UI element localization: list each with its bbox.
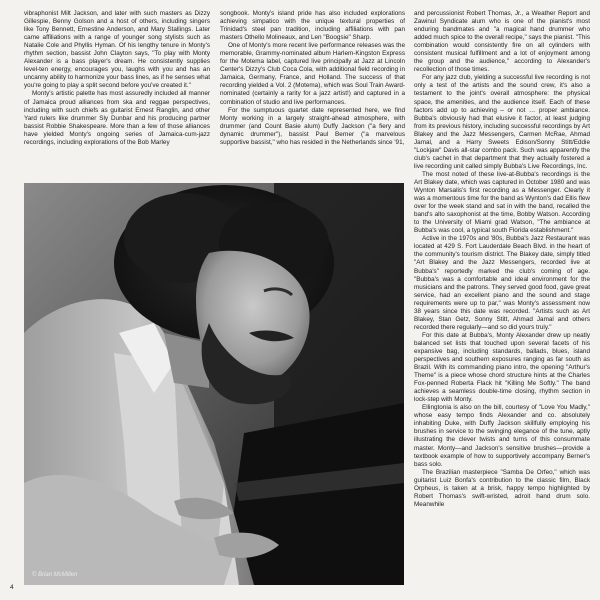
paragraph: The most noted of these live-at-Bubba's recordings is the Art Blakey date, which was captured in October 1980 and was Wynton Marsalis's first recording as a Messenger. Clearly it was a momentous time for the band as Wynton's dad Ellis flew over for the week stand and sat in with the band, recalled the band's alto saxophonist at the time, Bobby Watson. According to the University of Miami grad Watson, "The ambiance at Bubba's was cool, a typical south Florida establishment." [414,170,590,235]
paragraph: The Brazilian masterpiece "Samba De Orfeo," which was guitarist Luiz Bonfa's contribution to the classic film, Black Orpheus, is taken at a brisk, happy tempo highlighted by Robert Thomas's swift-wristed, adroit hand drum solo. Meanwhile [414,468,590,508]
paragraph: vibraphonist Milt Jackson, and later with such masters as Dizzy Gillespie, Benny Golson and a host of others, including singers like Tony Bennett, Ernestine Anderson, and Mary Stallings. Later came affiliations with a range of younger song stylists such as Natalie Cole and Phyllis Hyman. Of his lengthy tenure in Monty's rhythm section, bassist John Clayton says, "To play with Monty Alexander is a bass player's dream. He consistently supplies level-ten energy, encourages you, laughs with you and has an uncanny ability to harmonize your bass lines, as if he senses what you're going to play a split second before you've created it." [24,10,210,90]
paragraph: For this date at Bubba's, Monty Alexander drew up neatly balanced set lists that touched upon several facets of his expansive bag, including standards, ballads, blues, island perspectives and southern exposures ranging as far south as Brazil. With its commanding piano intro, the opening "Arthur's Theme" is a piece whose chord structure hints at the Charles Fox-penned Roberta Flack hit "Killing Me Softly." The band achieves a seamless double-time closing, rhythm section in lock-step with Monty. [414,331,590,404]
page-number: 4 [10,584,14,591]
text-column-1 [24,10,210,190]
paragraph: One of Monty's more recent live performance releases was the memorable, Grammy-nominated album Harlem-Kingston Express for the Motema label, captured live principally at Jazz at Lincoln Center's Dizzy's Club Coca Cola, with additional field recording in Jamaica, Germany, France, and Holland. The success of that recording yielded a Vol. 2 (Motema), which was Soul Train Award-nominated (certainly a rarity for a jazz artist!) and captured in a combination of studio and live performances. [220,42,405,106]
text-column-2 [220,10,405,190]
photo-image [24,183,404,585]
paragraph: Active in the 1970s and '80s, Bubba's Jazz Restaurant was located at 429 S. Fort Lauderdale Beach Blvd. in the heart of the community's tourism district. The Blakey date, simply titled "Art Blakey and the Jazz Messengers, recorded live at Bubba's" reportedly marked the club's coming of age. "Bubba's was a comfortable and ideal environment for the musicians and the patrons. They served good food, gave great service, had an excellent piano and the sound and stage requirements were up to par," was Monty's assessment now 38 years since this date was recorded. "Artists such as Art Blakey, Stan Getz, Sonny Stitt, Ahmad Jamal and others recorded there regularly—and so did yours truly." [414,235,590,331]
paragraph: For any jazz club, yielding a successful live recording is not only a test of the artists and the sound crew, it's also a testament to the joint's overall atmosphere: the physical space, the amenities, and the audience itself. Each of these factors add up to achieving – or not … proper ambiance. Bubba's obviously had that elusive it factor, at least judging from its previous history, including successful recordings by Art Blakey and the Jazz Messengers, Carmen McRae, Ahmad Jamal, and a Harry Sweets Edison/Sonny Stitt/Eddie "Lockjaw" Davis all-star combo pack. Such was apparently the club's cachet in that department that they actually fostered a live recording unit called simply Bubba's Live Recordings, Inc. [414,74,590,170]
paragraph: For the sumptuous quartet date represented here, we find Monty working in a largely straight-ahead atmosphere, with drummer (and Count Basie alum) Duffy Jackson ("a fiery and dynamic drummer"), bassist Paul Berner ("a marvelous supportive bassist," who has resided in the Netherlands since '91, [220,106,405,146]
paragraph: Ellingtonia is also on the bill, courtesy of "Love You Madly," whose easy tempo finds Alexander and co. absolutely inhabiting Duke, with Duffy Jackson skillfully employing his brushes in service to the swinging elegance of the tune, aptly illustrating the clever twists and turns of this consummate master. Monty—and Jackson's sensitive brushes—provide a textbook example of how to supportively accompany Berner's bass solo. [414,404,590,468]
text-column-3 [414,10,590,590]
paragraph: and percussionist Robert Thomas, Jr., a Weather Report and Zawinul Syndicate alum who is one of the pianist's most enduring bandmates and "a magical hand drummer who added much spice to the overall recipe," says the pianist. "This combination would consistently fire on all cylinders with consistent musical fulfillment and a lot of enjoyment among the group and the audience," according to Alexander's recollection of those times. [414,10,590,74]
photo-credit: © Brian McMillen [32,572,78,578]
musician-photo [24,183,404,585]
paragraph: songbook. Monty's island pride has also included explorations achieving simpatico with the unique textural properties of Trinidad's steel pan tradition, including affiliations with pan masters Othello Molineaux, and Len "Boogsie" Sharp. [220,10,405,42]
paragraph: Monty's artistic palette has most assuredly included all manner of Jamaica proud alliances from ska and reggae perspectives, including with such chiefs as guitarist Ernest Ranglin, and other Yard rulers like drummer Sly Dunbar and his producing partner bassist Robbie Shakespeare. More than a few of those alliances have yielded Monty's ongoing series of Jamaica-cum-jazz recordings, including explorations of the Bob Marley [24,90,210,146]
